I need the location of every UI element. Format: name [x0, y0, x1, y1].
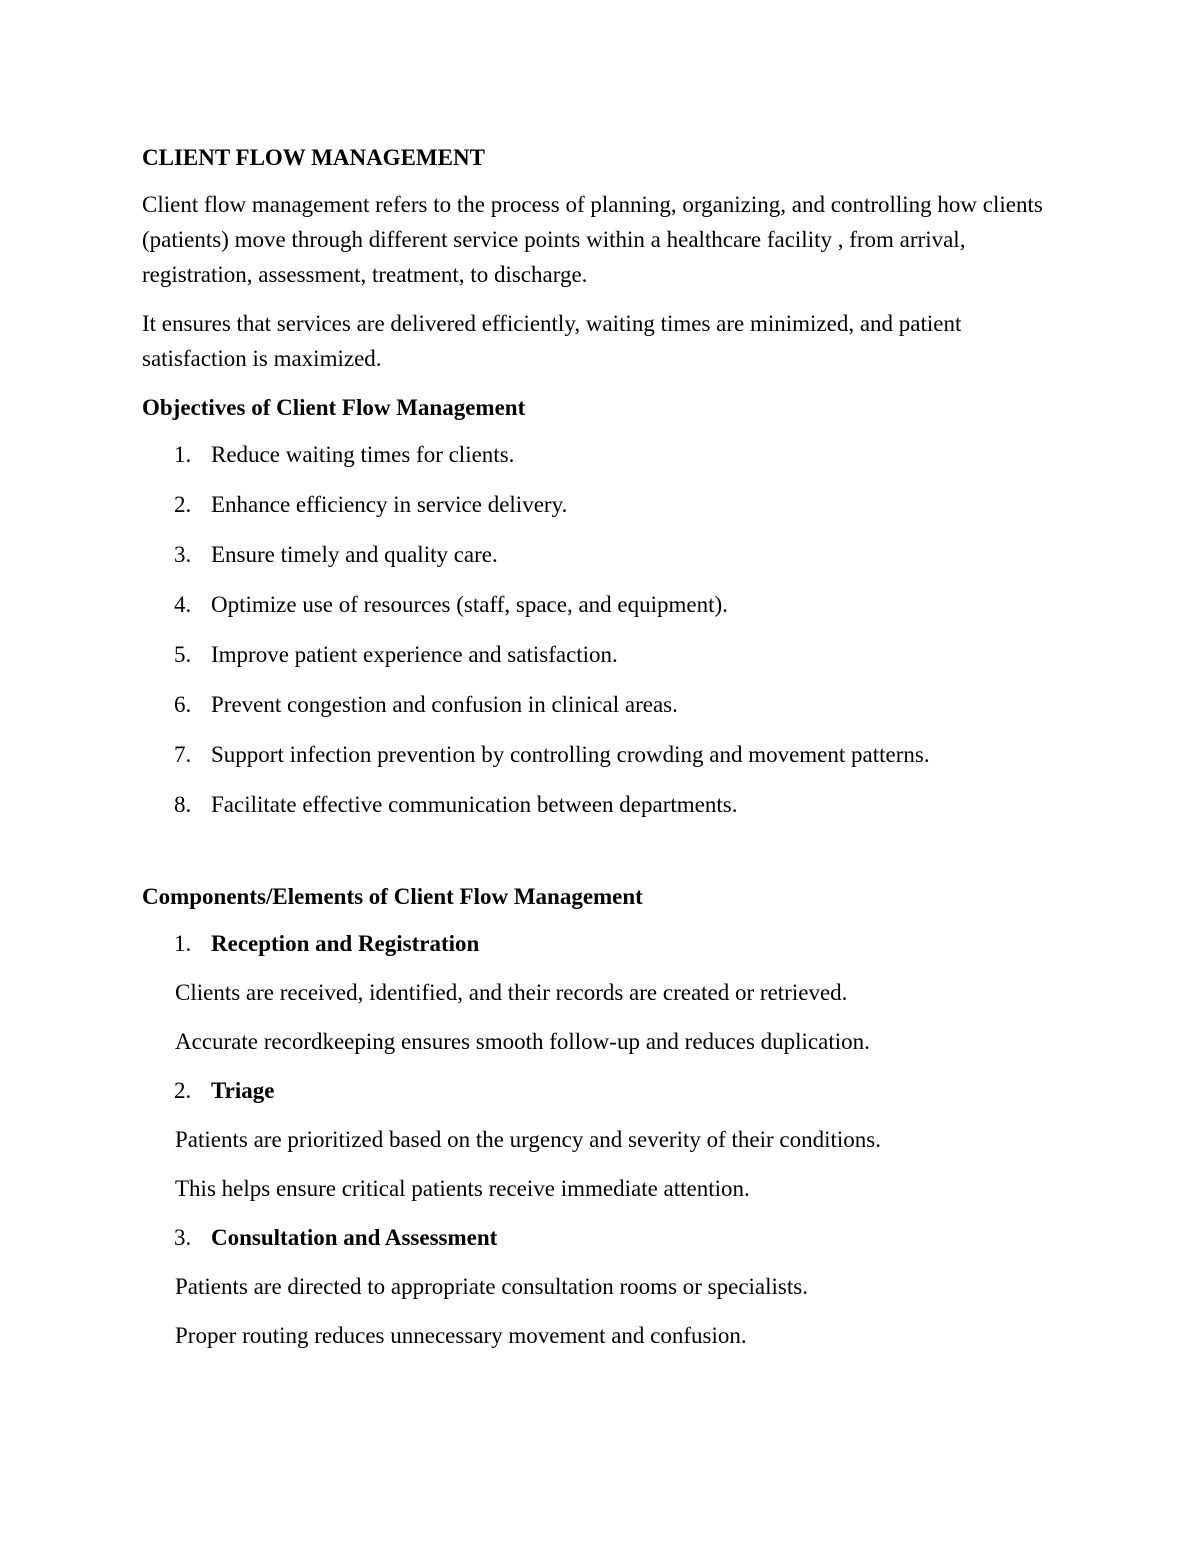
list-number: 3. [174, 1225, 192, 1250]
list-item-text: Enhance efficiency in service delivery. [211, 492, 568, 517]
component-title-text: Reception and Registration [211, 931, 480, 956]
component-description: This helps ensure critical patients receive immediate attention. [175, 1176, 750, 1201]
component-title [142, 926, 1062, 961]
section-spacer [142, 837, 1062, 879]
list-item [142, 787, 1062, 822]
list-number: 7. [174, 742, 192, 767]
component-title-text: Consultation and Assessment [211, 1225, 498, 1250]
component-description: Accurate recordkeeping ensures smooth follow-up and reduces duplication. [175, 1029, 870, 1054]
list-item-text: Optimize use of resources (staff, space, and equipment). [211, 592, 728, 617]
component-description: Patients are prioritized based on the urgency and severity of their conditions. [175, 1127, 881, 1152]
components-heading: Components/Elements of Client Flow Management [142, 884, 643, 909]
list-number: 8. [174, 792, 192, 817]
component-title [142, 1220, 1062, 1255]
list-number: 1. [174, 931, 192, 956]
component-title-text: Triage [211, 1078, 275, 1103]
intro-paragraph: Client flow management refers to the process of planning, organizing, and controlling how clients (patients) move through different service points within a healthcare facility , from arrival, registration, assessment, treatment, to discharge. [142, 192, 1043, 287]
list-number: 2. [174, 492, 192, 517]
list-item [142, 537, 1062, 572]
list-item [142, 437, 1062, 472]
list-item-text: Prevent congestion and confusion in clinical areas. [211, 692, 678, 717]
list-item-text: Ensure timely and quality care. [211, 542, 498, 567]
component-title [142, 1073, 1062, 1108]
list-number: 3. [174, 542, 192, 567]
list-number: 6. [174, 692, 192, 717]
component-section [142, 926, 1062, 1059]
list-item-text: Support infection prevention by controlling crowding and movement patterns. [211, 742, 930, 767]
objectives-heading: Objectives of Client Flow Management [142, 395, 526, 420]
component-description: Proper routing reduces unnecessary movement and confusion. [175, 1323, 747, 1348]
component-description: Clients are received, identified, and their records are created or retrieved. [175, 980, 848, 1005]
list-number: 5. [174, 642, 192, 667]
objectives-list [142, 437, 1062, 822]
list-number: 4. [174, 592, 192, 617]
list-item-text: Reduce waiting times for clients. [211, 442, 515, 467]
list-item [142, 487, 1062, 522]
document-title: CLIENT FLOW MANAGEMENT [142, 145, 485, 170]
list-item [142, 687, 1062, 722]
intro-paragraph: It ensures that services are delivered efficiently, waiting times are minimized, and patient satisfaction is maximized. [142, 311, 962, 371]
list-item [142, 637, 1062, 672]
list-item [142, 737, 1062, 772]
list-item-text: Improve patient experience and satisfaction. [211, 642, 618, 667]
list-item-text: Facilitate effective communication between departments. [211, 792, 738, 817]
component-section [142, 1220, 1062, 1353]
list-item [142, 587, 1062, 622]
list-number: 2. [174, 1078, 192, 1103]
component-description: Patients are directed to appropriate consultation rooms or specialists. [175, 1274, 808, 1299]
document-body [142, 140, 1062, 1367]
list-number: 1. [174, 442, 192, 467]
component-section [142, 1073, 1062, 1206]
